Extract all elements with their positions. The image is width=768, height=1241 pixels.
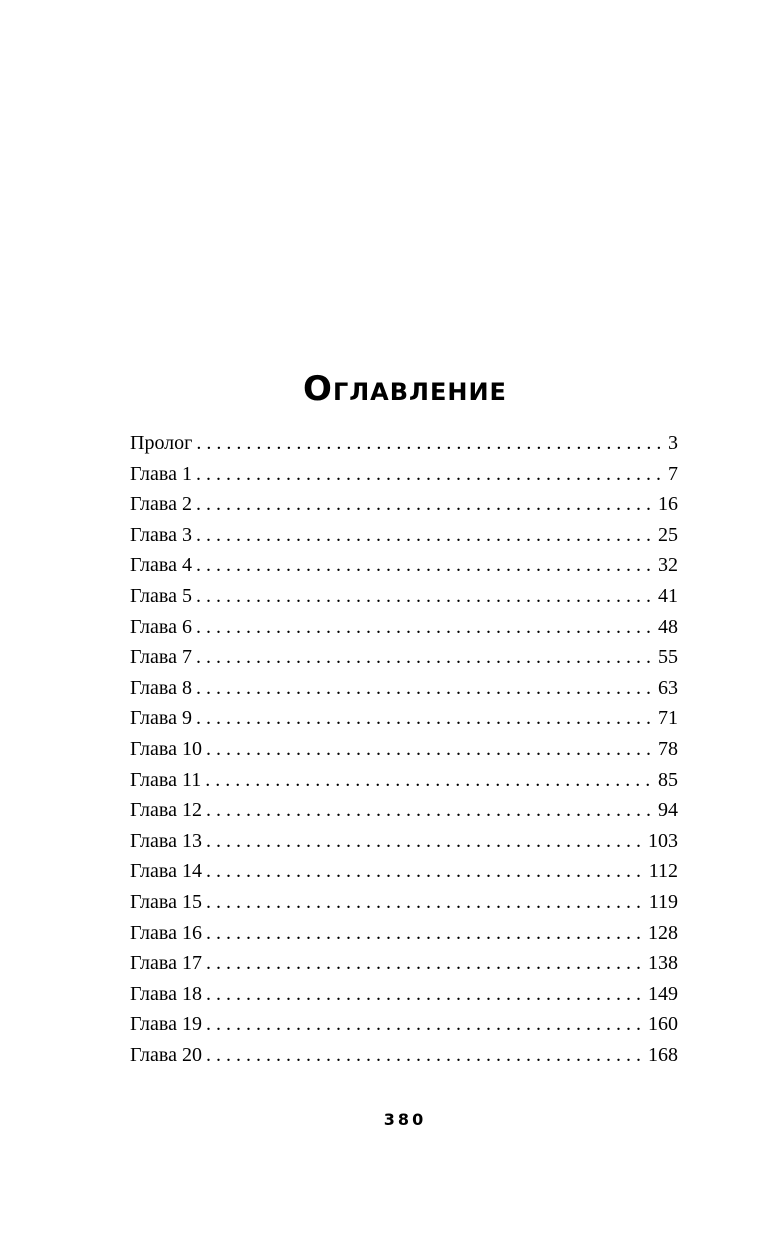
- toc-entry[interactable]: [130, 489, 678, 520]
- toc-entry-label: Глава 4: [130, 554, 192, 577]
- page-number: 380: [383, 1110, 427, 1129]
- toc-entry-page: 168: [648, 1043, 678, 1066]
- toc-entry-page: 78: [658, 737, 678, 760]
- toc-entry[interactable]: [130, 550, 678, 581]
- toc-entry-page: 128: [648, 921, 678, 944]
- toc-leader-dots: [206, 1040, 644, 1071]
- toc-leader-dots: [196, 642, 654, 673]
- toc-leader-dots: [206, 887, 645, 918]
- toc-leader-dots: [206, 826, 644, 857]
- toc-leader-dots: [196, 459, 664, 490]
- toc-leader-dots: [206, 948, 644, 979]
- toc-entry-page: 112: [648, 860, 678, 883]
- toc-leader-dots: [196, 428, 664, 459]
- toc-leader-dots: [196, 673, 654, 704]
- toc-entry[interactable]: [130, 795, 678, 826]
- toc-entry-label: Глава 13: [130, 829, 202, 852]
- toc-entry-label: Глава 1: [130, 462, 192, 485]
- toc-entry-page: 48: [658, 615, 678, 638]
- toc-entry[interactable]: [130, 581, 678, 612]
- toc-leader-dots: [206, 1009, 644, 1040]
- toc-entry-page: 16: [658, 493, 678, 516]
- toc-entry-page: 149: [648, 982, 678, 1005]
- toc-entry[interactable]: [130, 673, 678, 704]
- toc-entry[interactable]: [130, 642, 678, 673]
- toc-entry[interactable]: [130, 703, 678, 734]
- toc-entry[interactable]: [130, 979, 678, 1010]
- toc-leader-dots: [196, 581, 654, 612]
- toc-entry-label: Глава 9: [130, 707, 192, 730]
- toc-entry-label: Глава 20: [130, 1043, 202, 1066]
- toc-entry-page: 71: [658, 707, 678, 730]
- toc-entry[interactable]: [130, 887, 678, 918]
- toc-leader-dots: [196, 550, 654, 581]
- toc-entry-page: 7: [668, 462, 678, 485]
- toc-leader-dots: [196, 520, 654, 551]
- toc-leader-dots: [196, 703, 654, 734]
- toc-entry-label: Глава 11: [130, 768, 202, 791]
- toc-entry-page: 103: [648, 829, 678, 852]
- toc-entry[interactable]: [130, 765, 678, 796]
- toc-leader-dots: [196, 612, 654, 643]
- toc-leader-dots: [196, 489, 654, 520]
- toc-leader-dots: [205, 765, 654, 796]
- toc-entry-page: 32: [658, 554, 678, 577]
- toc-entry-page: 119: [648, 890, 678, 913]
- toc-entry-page: 63: [658, 676, 678, 699]
- toc-entry-label: Глава 12: [130, 799, 202, 822]
- toc-entry-label: Глава 3: [130, 523, 192, 546]
- toc-entry[interactable]: [130, 918, 678, 949]
- toc-entry[interactable]: [130, 1040, 678, 1071]
- toc-leader-dots: [206, 918, 644, 949]
- toc-entry-label: Глава 6: [130, 615, 192, 638]
- toc-entry-label: Глава 14: [130, 860, 202, 883]
- toc-entry-label: Глава 5: [130, 584, 192, 607]
- toc-entry-label: Глава 18: [130, 982, 202, 1005]
- toc-entry-label: Глава 16: [130, 921, 202, 944]
- toc-entry-label: Глава 8: [130, 676, 192, 699]
- toc-entry-label: Глава 7: [130, 646, 192, 669]
- toc-entry-label: Пролог: [130, 432, 193, 454]
- toc-entry-page: 55: [658, 646, 678, 669]
- toc-entry[interactable]: [130, 428, 678, 459]
- toc-entry-label: Глава 15: [130, 890, 202, 913]
- toc-entry-page: 138: [648, 952, 678, 975]
- toc-leader-dots: [206, 795, 654, 826]
- toc-entry[interactable]: [130, 459, 678, 490]
- toc-entry-page: 3: [668, 432, 678, 454]
- toc-entry[interactable]: [130, 734, 678, 765]
- toc-entry-label: Глава 19: [130, 1013, 202, 1036]
- table-of-contents: [130, 428, 678, 1070]
- toc-entry-label: Глава 17: [130, 952, 202, 975]
- page-title: Оглавление: [303, 368, 507, 409]
- toc-entry-page: 25: [658, 523, 678, 546]
- toc-entry[interactable]: [130, 520, 678, 551]
- toc-entry-page: 85: [658, 768, 678, 791]
- toc-leader-dots: [206, 979, 644, 1010]
- toc-entry[interactable]: [130, 612, 678, 643]
- toc-entry-page: 41: [658, 584, 678, 607]
- toc-entry-page: 160: [648, 1013, 678, 1036]
- toc-leader-dots: [206, 856, 645, 887]
- toc-entry-label: Глава 10: [130, 737, 202, 760]
- toc-entry-page: 94: [658, 799, 678, 822]
- toc-entry-label: Глава 2: [130, 493, 192, 516]
- toc-entry[interactable]: [130, 948, 678, 979]
- toc-entry[interactable]: [130, 856, 678, 887]
- toc-entry[interactable]: [130, 1009, 678, 1040]
- toc-leader-dots: [206, 734, 654, 765]
- toc-entry[interactable]: [130, 826, 678, 857]
